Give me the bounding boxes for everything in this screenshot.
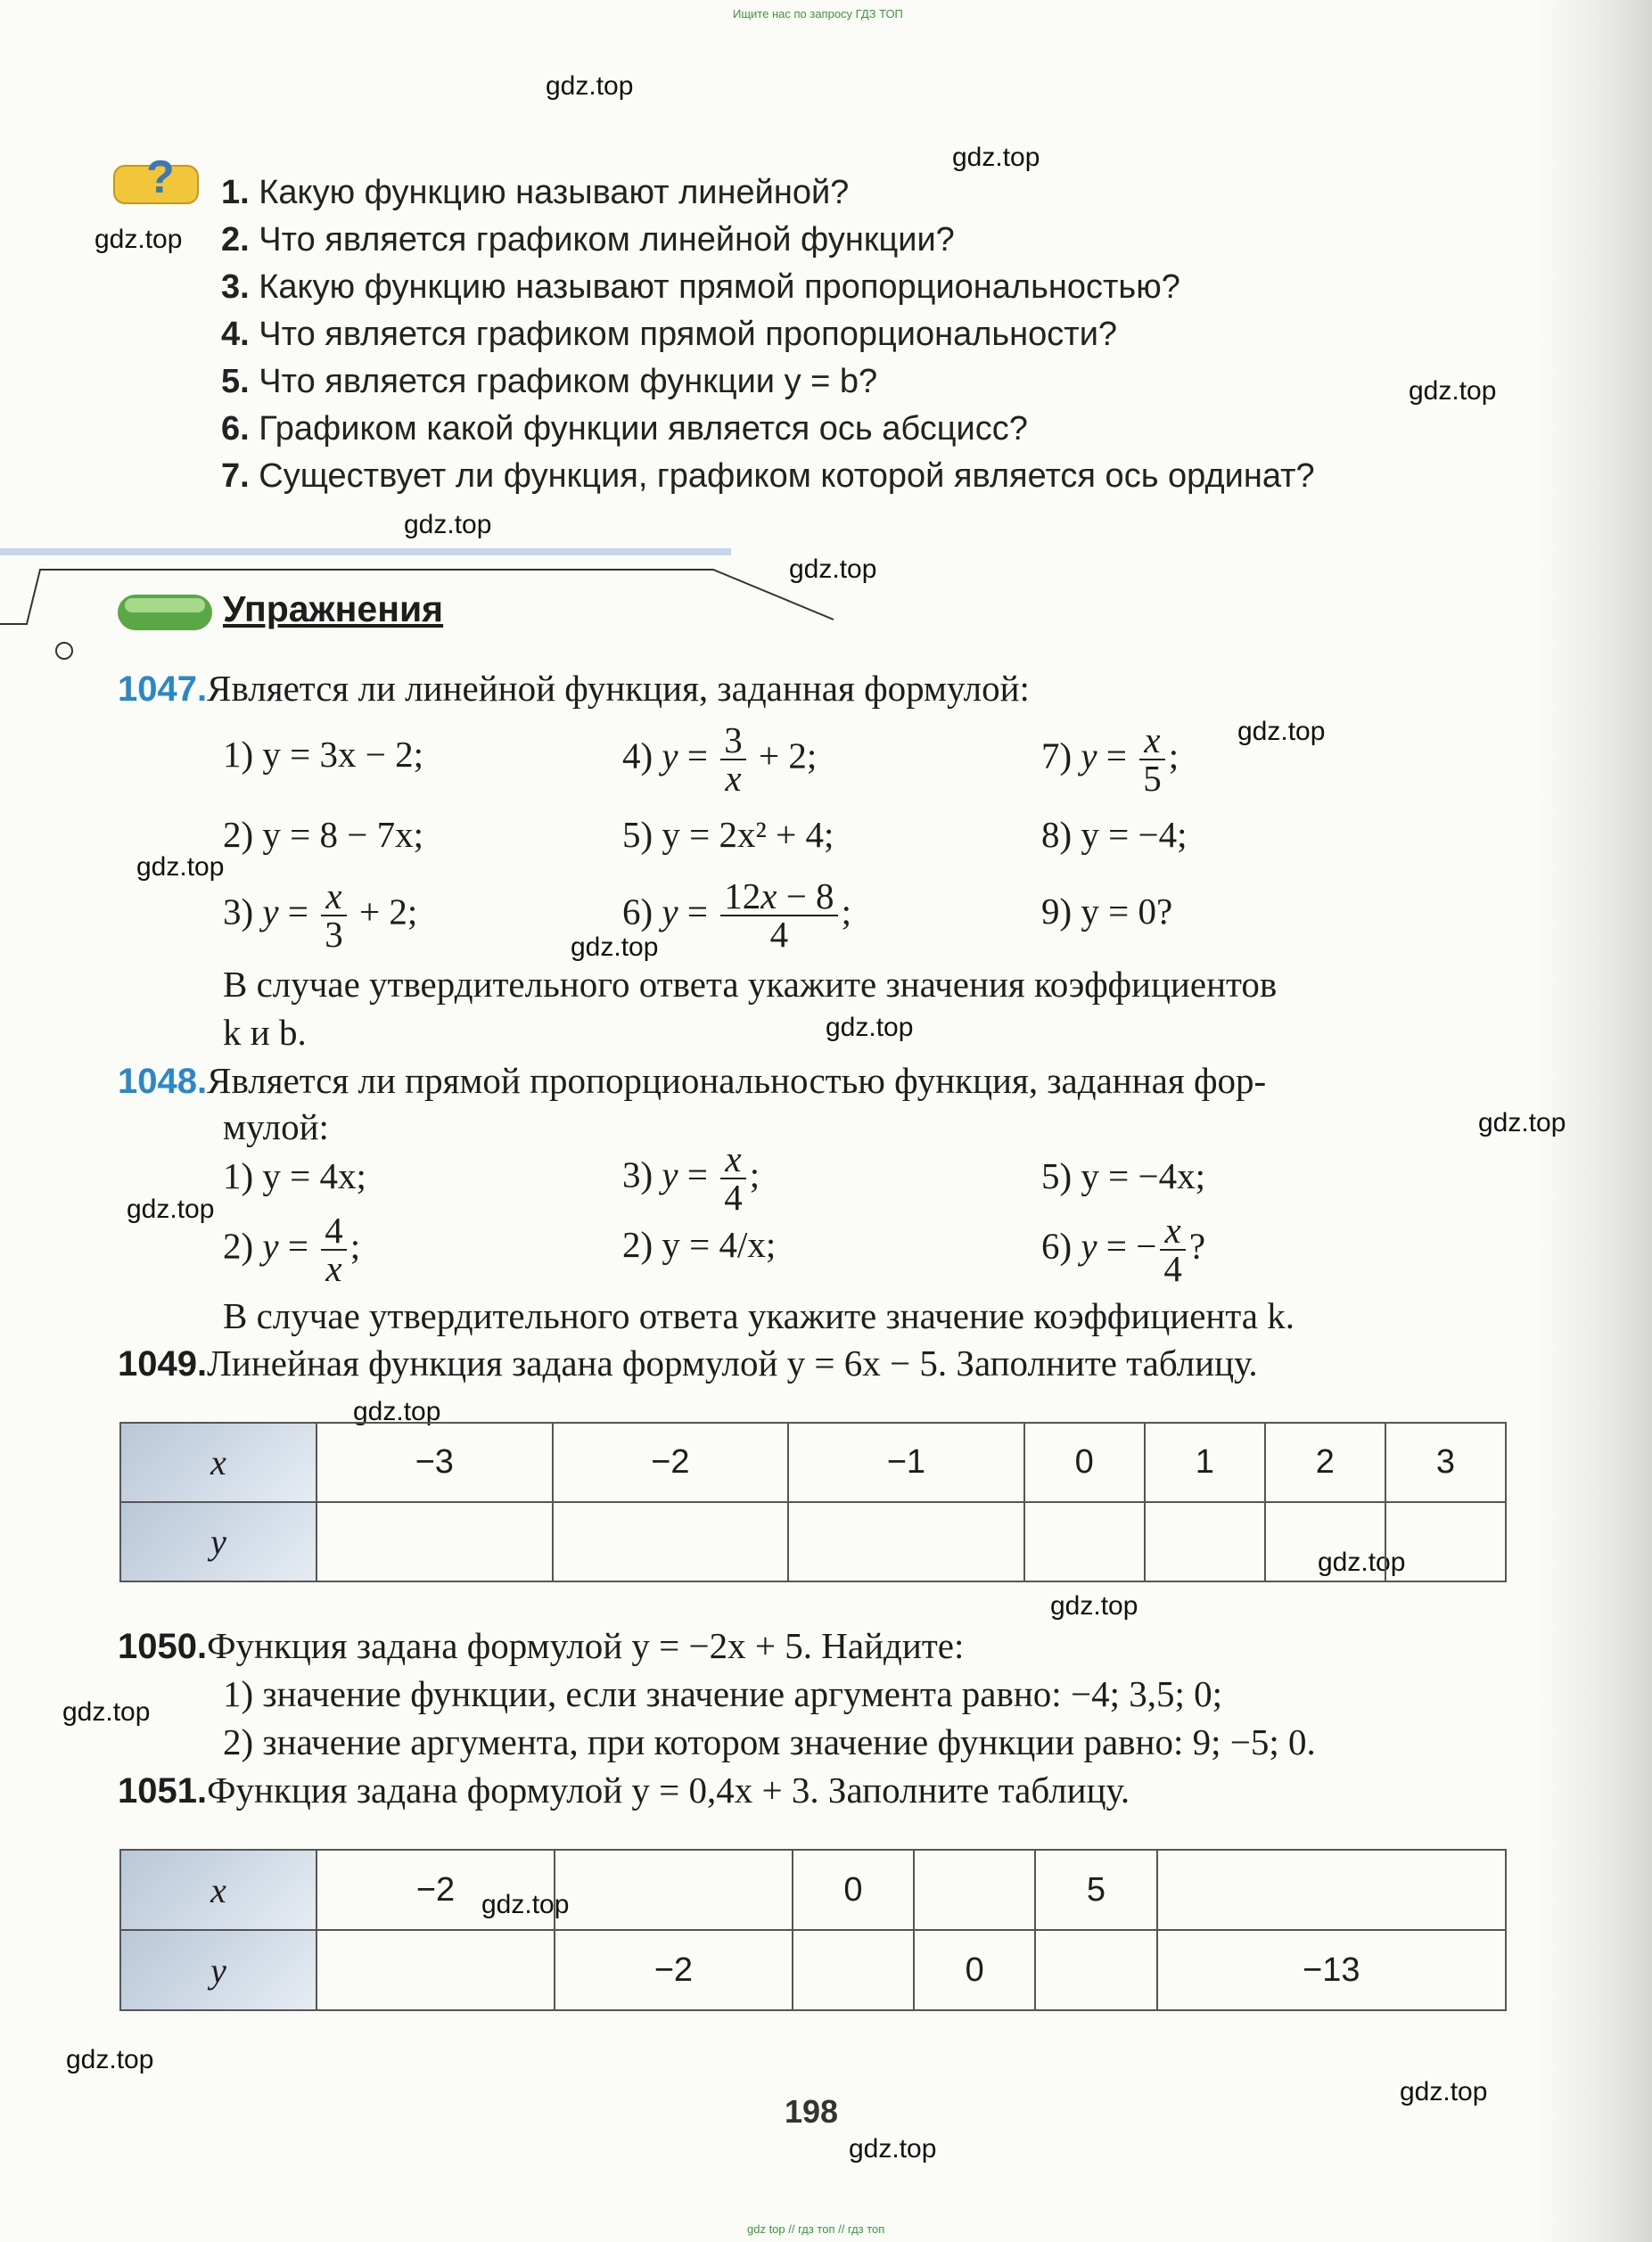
table-cell[interactable]: 0 bbox=[793, 1850, 914, 1930]
exercise-1050-part: 1) значение функции, если значение аргумента равно: −4; 3,5; 0; bbox=[223, 1673, 1222, 1714]
table-cell[interactable]: −3 bbox=[316, 1423, 553, 1502]
table-cell[interactable]: 5 bbox=[1035, 1850, 1156, 1930]
watermark: gdz.top bbox=[789, 554, 877, 584]
exercise-1048-item: 5) y = −4x; bbox=[1041, 1155, 1206, 1196]
watermark: gdz.top bbox=[136, 852, 225, 882]
table-cell[interactable] bbox=[1145, 1502, 1265, 1581]
bottom-banner: gdz top // гдз топ // гдз топ bbox=[747, 2222, 885, 2236]
question-6: 6. Графиком какой функции является ось абсцисс? bbox=[221, 410, 1028, 448]
exercise-1050-heading: 1050.Функция задана формулой y = −2x + 5. Найдите: bbox=[118, 1625, 965, 1666]
exercise-1050-part: 2) значение аргумента, при котором значение функции равно: 9; −5; 0. bbox=[223, 1721, 1316, 1762]
exercise-1047-item: 9) y = 0? bbox=[1041, 891, 1173, 932]
question-2: 2. Что является графиком линейной функции? bbox=[221, 221, 955, 259]
svg-text:?: ? bbox=[146, 152, 175, 203]
table-cell[interactable]: 0 bbox=[1024, 1423, 1145, 1502]
table-cell[interactable] bbox=[1024, 1502, 1145, 1581]
table-row-label: x bbox=[120, 1423, 316, 1502]
question-3: 3. Какую функцию называют прямой пропорциональностью? bbox=[221, 268, 1180, 306]
top-banner: Ищите нас по запросу ГДЗ ТОП bbox=[733, 7, 903, 21]
table-cell[interactable]: 3 bbox=[1385, 1423, 1506, 1502]
section-title: Упражнения bbox=[223, 588, 444, 629]
exercise-1047-note: k и b. bbox=[223, 1012, 307, 1053]
watermark: gdz.top bbox=[481, 1890, 570, 1919]
watermark: gdz.top bbox=[849, 2134, 937, 2164]
watermark: gdz.top bbox=[404, 510, 492, 539]
table-cell[interactable]: 1 bbox=[1145, 1423, 1265, 1502]
watermark: gdz.top bbox=[95, 225, 183, 254]
exercise-1051-heading: 1051.Функция задана формулой y = 0,4x + 3. Заполните таблицу. bbox=[118, 1770, 1130, 1811]
exercise-1048-note: В случае утвердительного ответа укажите значение коэффициента k. bbox=[223, 1295, 1294, 1336]
table-cell[interactable]: −2 bbox=[553, 1423, 789, 1502]
watermark: gdz.top bbox=[826, 1013, 914, 1042]
exercise-1047-item: 5) y = 2x² + 4; bbox=[622, 814, 834, 855]
exercise-1048-item: 2) y = 4/x; bbox=[622, 1224, 777, 1265]
exercise-1048-heading: 1048.Является ли прямой пропорциональностью функция, заданная фор- bbox=[118, 1060, 1267, 1101]
exercise-1049-table bbox=[119, 1422, 1507, 1582]
exercise-1047-item: 2) y = 8 − 7x; bbox=[223, 814, 424, 855]
table-row-label: x bbox=[120, 1850, 316, 1930]
table-cell[interactable] bbox=[788, 1502, 1024, 1581]
watermark: gdz.top bbox=[66, 2045, 154, 2074]
question-icon bbox=[112, 150, 201, 212]
exercise-1047-item: 1) y = 3x − 2; bbox=[223, 734, 424, 775]
exercise-1048-heading-cont: мулой: bbox=[223, 1106, 329, 1147]
table-cell[interactable] bbox=[555, 1850, 793, 1930]
exercise-1048-item: 6) y = − $\frac{x}{4}$ ? bbox=[1041, 1210, 1206, 1289]
watermark: gdz.top bbox=[1409, 376, 1497, 406]
watermark: gdz.top bbox=[353, 1397, 441, 1426]
exercise-1047-item: 4) y = $\frac{3}{x}$ + 2; bbox=[622, 719, 818, 799]
table-cell[interactable]: −2 bbox=[316, 1850, 555, 1930]
table-cell[interactable] bbox=[793, 1930, 914, 2010]
table-cell[interactable]: −13 bbox=[1157, 1930, 1506, 2010]
table-row-label: y bbox=[120, 1930, 316, 2010]
table-cell[interactable] bbox=[316, 1930, 555, 2010]
watermark: gdz.top bbox=[1478, 1108, 1566, 1137]
table-cell[interactable] bbox=[1035, 1930, 1156, 2010]
watermark: gdz.top bbox=[1400, 2077, 1488, 2106]
exercise-1051-table bbox=[119, 1849, 1507, 2011]
question-4: 4. Что является графиком прямой пропорциональности? bbox=[221, 316, 1118, 353]
watermark: gdz.top bbox=[546, 71, 634, 101]
watermark: gdz.top bbox=[1318, 1548, 1406, 1577]
watermark: gdz.top bbox=[571, 932, 659, 962]
exercise-1049-heading: 1049.Линейная функция задана формулой y = 6x − 5. Заполните таблицу. bbox=[118, 1343, 1258, 1384]
exercise-1048-item: 1) y = 4x; bbox=[223, 1155, 366, 1196]
exercise-1048-item: 2) y = $\frac{4}{x}$ ; bbox=[223, 1210, 361, 1289]
watermark: gdz.top bbox=[62, 1697, 151, 1727]
table-cell[interactable] bbox=[1385, 1502, 1506, 1581]
exercise-1047-item: 6) y = $\frac{12x - 8}{4}$ ; bbox=[622, 875, 851, 955]
exercise-1047-item: 8) y = −4; bbox=[1041, 814, 1188, 855]
table-cell[interactable] bbox=[1265, 1502, 1385, 1581]
watermark: gdz.top bbox=[1050, 1591, 1138, 1621]
watermark: gdz.top bbox=[127, 1195, 215, 1224]
watermark: gdz.top bbox=[952, 143, 1040, 172]
exercise-1047-item: 7) y = $\frac{x}{5}$ ; bbox=[1041, 719, 1179, 799]
table-row-label: y bbox=[120, 1502, 316, 1581]
exercise-1048-item: 3) y = $\frac{x}{4}$ ; bbox=[622, 1138, 760, 1218]
table-cell[interactable]: −2 bbox=[555, 1930, 793, 2010]
table-cell[interactable] bbox=[553, 1502, 789, 1581]
table-cell[interactable]: 0 bbox=[914, 1930, 1035, 2010]
table-cell[interactable] bbox=[1157, 1850, 1506, 1930]
exercise-1047-note: В случае утвердительного ответа укажите значения коэффициентов bbox=[223, 964, 1278, 1005]
watermark: gdz.top bbox=[1237, 717, 1326, 746]
table-cell[interactable]: 2 bbox=[1265, 1423, 1385, 1502]
exercise-1047-heading: 1047.Является ли линейной функция, заданная формулой: bbox=[118, 668, 1030, 709]
question-7: 7. Существует ли функция, графиком которой является ось ординат? bbox=[221, 457, 1315, 495]
table-cell[interactable] bbox=[914, 1850, 1035, 1930]
table-cell[interactable] bbox=[316, 1502, 553, 1581]
table-cell[interactable]: −1 bbox=[788, 1423, 1024, 1502]
exercise-1047-item: 3) y = $\frac{x}{3}$ + 2; bbox=[223, 875, 418, 955]
question-5: 5. Что является графиком функции y = b? bbox=[221, 363, 878, 400]
page-number: 198 bbox=[785, 2093, 839, 2130]
question-1: 1. Какую функцию называют линейной? bbox=[221, 174, 850, 211]
